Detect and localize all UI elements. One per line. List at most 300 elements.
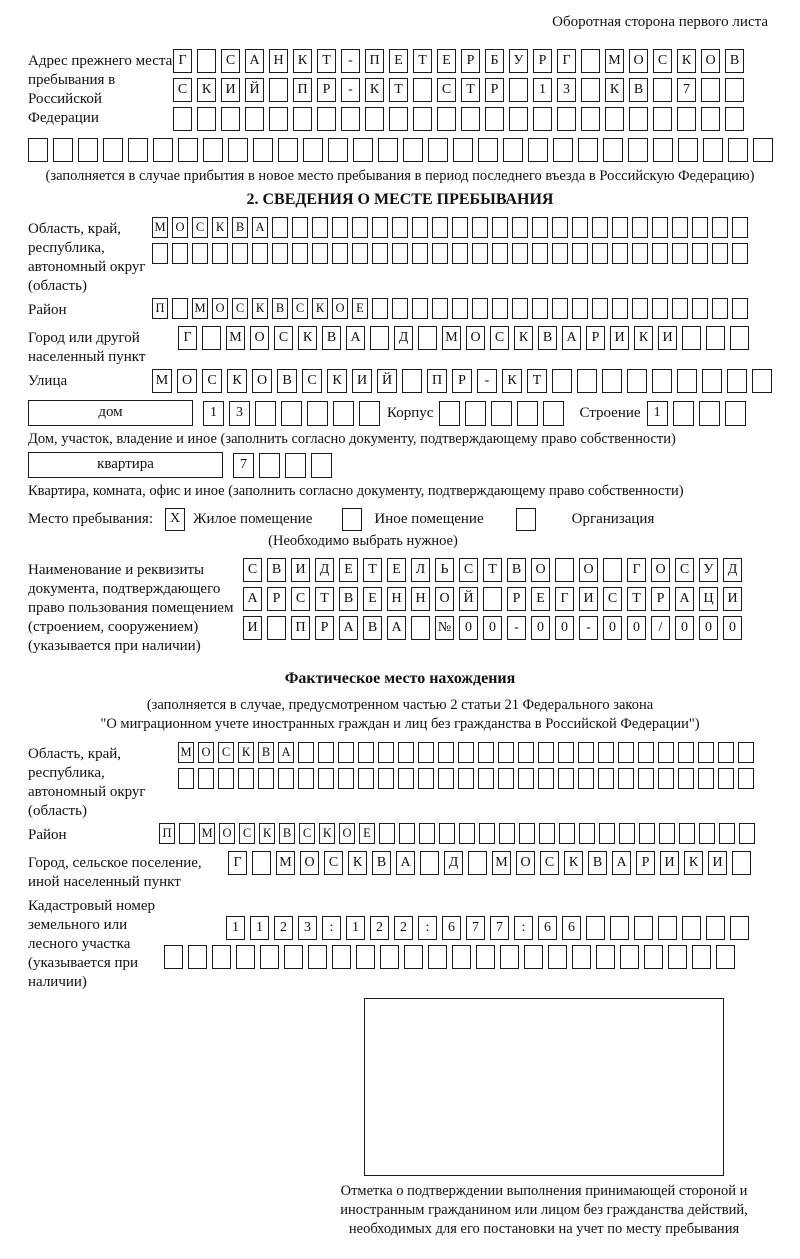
char-cell: - [341,49,360,73]
char-cell [652,217,668,238]
char-cell: Т [317,49,336,73]
char-cell [612,217,628,238]
char-cell [519,823,535,844]
char-cell [318,768,334,789]
char-cell: С [243,558,262,582]
char-cell [618,768,634,789]
char-cell: А [243,587,262,611]
char-cell [602,369,622,393]
char-cell [677,107,696,131]
char-cell [272,243,288,264]
char-cell [581,107,600,131]
char-cell: № [435,616,454,640]
actual-region-row-1 [178,742,772,763]
char-cell: Н [387,587,406,611]
char-cell [293,107,312,131]
char-cell [419,823,435,844]
char-cell: 1 [226,916,245,940]
char-cell: И [291,558,310,582]
char-cell [572,217,588,238]
stamp-section [334,998,754,1239]
region-label: Область, край, республика, автономный округ (область) [28,221,146,294]
char-cell: 0 [555,616,574,640]
char-cell [677,369,697,393]
char-cell [398,768,414,789]
char-cell [172,243,188,264]
char-cell [725,78,744,102]
char-cell [678,138,698,162]
char-cell: 0 [675,616,694,640]
char-cell [413,107,432,131]
char-cell [459,823,475,844]
char-cell [252,851,271,875]
char-cell: 1 [647,401,668,426]
char-cell [53,138,73,162]
actual-location-caption-line2: "О миграционном учете иностранных граждан и лиц без гражданства в Российской Федерации") [100,716,700,732]
char-cell: О [300,851,319,875]
char-cell [738,742,754,763]
char-cell [701,107,720,131]
char-cell: Е [339,558,358,582]
char-cell [418,326,437,350]
actual-region-label: Область, край, республика, автономный округ (область) [28,746,146,819]
char-cell [178,138,198,162]
char-cell: 1 [533,78,552,102]
char-cell: С [218,742,234,763]
cadastral-row-1 [226,916,772,940]
char-cell: А [675,587,694,611]
char-cell: С [299,823,315,844]
char-cell: О [219,823,235,844]
char-cell [532,243,548,264]
char-cell: О [212,298,228,319]
street-label: Улица [28,373,68,389]
char-cell [552,298,568,319]
char-cell [698,742,714,763]
char-cell: С [192,217,208,238]
char-cell [413,78,432,102]
char-cell: А [612,851,631,875]
char-cell [599,823,615,844]
char-cell: Д [444,851,463,875]
char-cell [555,558,574,582]
char-cell: П [427,369,447,393]
char-cell [732,243,748,264]
char-cell: П [293,78,312,102]
char-cell: : [418,916,437,940]
char-cell [543,401,564,426]
char-cell [352,243,368,264]
char-cell [428,945,447,969]
char-cell [198,768,214,789]
char-cell: Т [389,78,408,102]
cadastral-label: Кадастровый номер земельного или лесного участка (указывается при наличии) [28,898,155,990]
char-cell [492,298,508,319]
cadastral-row-2 [164,945,772,969]
stay-type-option-organization-label: Организация [571,511,655,527]
char-cell: В [258,742,274,763]
char-cell [752,369,772,393]
char-cell [603,558,622,582]
char-cell [612,298,628,319]
char-cell [634,916,653,940]
char-cell: Й [245,78,264,102]
char-cell [581,49,600,73]
char-cell [619,823,635,844]
char-cell: 7 [677,78,696,102]
char-cell: 2 [274,916,293,940]
char-cell [579,823,595,844]
char-cell [592,217,608,238]
char-cell [437,107,456,131]
char-cell [538,742,554,763]
char-cell: К [238,742,254,763]
char-cell: 6 [442,916,461,940]
field-district [28,298,772,324]
actual-location-title: Фактическое место нахождения [284,670,516,687]
char-cell: 0 [459,616,478,640]
char-cell: Р [315,616,334,640]
char-cell [572,243,588,264]
char-cell: А [252,217,268,238]
char-cell [712,243,728,264]
region-row-2 [152,243,772,264]
apartment-row [28,452,772,478]
char-cell: В [507,558,526,582]
char-cell [372,298,388,319]
char-cell [538,768,554,789]
char-cell [738,768,754,789]
char-cell: С [675,558,694,582]
char-cell: О [250,326,269,350]
char-cell [312,217,328,238]
char-cell [78,138,98,162]
char-cell [483,587,502,611]
previous-address-row-3 [173,107,772,131]
char-cell [28,138,48,162]
actual-location-caption-line1: (заполняется в случае, предусмотренном частью 2 статьи 21 Федерального закона [146,697,654,713]
char-cell [392,298,408,319]
char-cell: - [579,616,598,640]
char-cell: Е [363,587,382,611]
char-cell [509,107,528,131]
char-cell: У [699,558,718,582]
char-cell: В [372,851,391,875]
char-cell: 0 [723,616,742,640]
char-cell [439,823,455,844]
char-cell: С [324,851,343,875]
previous-address-row-2 [173,78,772,102]
char-cell: В [279,823,295,844]
char-cell [438,768,454,789]
char-cell: Р [317,78,336,102]
char-cell: И [723,587,742,611]
previous-address-label: Адрес прежнего места пребывания в Российской Федерации [28,53,173,126]
char-cell: 6 [538,916,557,940]
char-cell [732,851,751,875]
char-cell [672,217,688,238]
char-cell [298,768,314,789]
char-cell: С [292,298,308,319]
char-cell [192,243,208,264]
char-cell: П [152,298,168,319]
char-cell [284,945,303,969]
field-city [28,326,772,367]
field-region [28,217,772,296]
char-cell: Р [651,587,670,611]
char-cell [725,401,746,426]
actual-region-row-2 [178,768,772,789]
char-cell [452,945,471,969]
field-document [28,558,772,656]
char-cell [317,107,336,131]
char-cell: Р [267,587,286,611]
house-row [28,400,772,426]
char-cell: - [477,369,497,393]
char-cell [618,742,634,763]
stay-type-option-other-premises-label: Иное помещение [374,511,484,527]
char-cell [728,138,748,162]
char-cell [298,742,314,763]
char-cell: В [232,217,248,238]
char-cell: В [725,49,744,73]
char-cell: Р [507,587,526,611]
char-cell [652,298,668,319]
char-cell: В [588,851,607,875]
char-cell [332,217,348,238]
char-cell: С [232,298,248,319]
char-cell: С [459,558,478,582]
char-cell [365,107,384,131]
char-cell [458,768,474,789]
char-cell [578,138,598,162]
char-cell [492,243,508,264]
char-cell [612,243,628,264]
char-cell [332,945,351,969]
char-cell [512,243,528,264]
char-cell [596,945,615,969]
char-cell [518,768,534,789]
char-cell: 7 [490,916,509,940]
char-cell: А [387,616,406,640]
char-cell [379,823,395,844]
district-label: Район [28,302,67,318]
char-cell [472,243,488,264]
char-cell [197,107,216,131]
char-cell [378,742,394,763]
char-cell [716,945,735,969]
apartment-caption: Квартира, комната, офис и иное (заполнить согласно документу, подтверждающему право собственности) [28,483,684,499]
char-cell: К [293,49,312,73]
char-cell [699,401,720,426]
char-cell: О [651,558,670,582]
char-cell [598,768,614,789]
char-cell [578,742,594,763]
char-cell: Е [359,823,375,844]
char-cell [638,768,654,789]
char-cell [702,369,722,393]
char-cell: 1 [346,916,365,940]
char-cell: К [312,298,328,319]
char-cell [197,49,216,73]
char-cell [478,138,498,162]
char-cell: Й [377,369,397,393]
char-cell [203,138,223,162]
char-cell: С [603,587,622,611]
char-cell: К [677,49,696,73]
house-caption: Дом, участок, владение и иное (заполнить согласно документу, подтверждающему право собственности) [28,431,676,447]
char-cell: 0 [699,616,718,640]
stay-type-caption: (Необходимо выбрать нужное) [268,533,458,549]
char-cell [528,138,548,162]
char-cell [172,298,188,319]
char-cell [258,768,274,789]
char-cell [572,298,588,319]
apartment-type-box: квартира [28,452,223,478]
document-row-2 [243,587,772,611]
char-cell [581,78,600,102]
char-cell: И [658,326,677,350]
char-cell [468,851,487,875]
char-cell [592,243,608,264]
char-cell [532,298,548,319]
char-cell [403,138,423,162]
char-cell [178,768,194,789]
char-cell [338,768,354,789]
char-cell [732,217,748,238]
char-cell: А [278,742,294,763]
char-cell: К [514,326,533,350]
previous-address-row-4 [28,138,772,162]
char-cell: В [272,298,288,319]
page-header-note: Оборотная сторона первого листа [552,14,768,30]
char-cell: О [701,49,720,73]
char-cell [678,768,694,789]
char-cell [638,742,654,763]
char-cell: С [540,851,559,875]
char-cell: А [346,326,365,350]
char-cell [739,823,755,844]
korpus-label: Корпус [387,404,434,421]
document-row-3 [243,616,772,640]
char-cell [491,401,512,426]
char-cell: Г [627,558,646,582]
char-cell: Т [527,369,547,393]
char-cell [452,217,468,238]
field-street [28,369,772,398]
char-cell [332,243,348,264]
actual-district-label: Район [28,827,67,843]
house-type-box: дом [28,400,193,426]
char-cell: Г [173,49,192,73]
char-cell: К [227,369,247,393]
char-cell [255,401,276,426]
actual-location-captions [28,696,772,734]
char-cell: П [365,49,384,73]
char-cell [552,217,568,238]
char-cell: 3 [229,401,250,426]
char-cell: И [221,78,240,102]
char-cell [668,945,687,969]
char-cell [672,243,688,264]
char-cell: К [252,298,268,319]
char-cell [658,768,674,789]
char-cell: Е [389,49,408,73]
char-cell [586,916,605,940]
char-cell [418,768,434,789]
char-cell [620,945,639,969]
char-cell: 1 [203,401,224,426]
char-cell: В [277,369,297,393]
char-cell [372,243,388,264]
char-cell: К [327,369,347,393]
char-cell: М [605,49,624,73]
char-cell [706,916,725,940]
stay-type-row [28,508,772,531]
char-cell [380,945,399,969]
char-cell [221,107,240,131]
char-cell: В [629,78,648,102]
char-cell: К [197,78,216,102]
char-cell: 0 [483,616,502,640]
char-cell [682,916,701,940]
char-cell: Г [557,49,576,73]
char-cell [718,768,734,789]
char-cell [153,138,173,162]
district-row [152,298,772,319]
char-cell [472,217,488,238]
char-cell [698,768,714,789]
char-cell [358,742,374,763]
char-cell [402,369,422,393]
char-cell: 3 [557,78,576,102]
char-cell [479,823,495,844]
char-cell: Р [533,49,552,73]
char-cell [372,217,388,238]
char-cell [278,768,294,789]
stay-type-checkbox-organization [516,508,536,531]
char-cell [730,326,749,350]
char-cell [307,401,328,426]
field-cadastral [28,894,772,992]
house-number-cells [203,401,385,426]
apartment-number-cells [233,453,337,478]
char-cell [553,138,573,162]
char-cell: О [466,326,485,350]
char-cell [701,78,720,102]
char-cell [311,453,332,478]
char-cell [439,401,460,426]
region-row-1 [152,217,772,238]
char-cell [412,217,428,238]
char-cell [452,243,468,264]
char-cell [592,298,608,319]
char-cell: О [531,558,550,582]
char-cell: В [363,616,382,640]
field-actual-district [28,823,772,849]
char-cell: О [435,587,454,611]
char-cell [352,217,368,238]
char-cell: О [172,217,188,238]
char-cell [370,326,389,350]
actual-city-label: Город, сельское поселение, иной населенный пункт [28,855,202,890]
city-row [178,326,772,350]
char-cell [465,401,486,426]
char-cell: : [322,916,341,940]
char-cell [652,243,668,264]
char-cell [500,945,519,969]
char-cell [485,107,504,131]
